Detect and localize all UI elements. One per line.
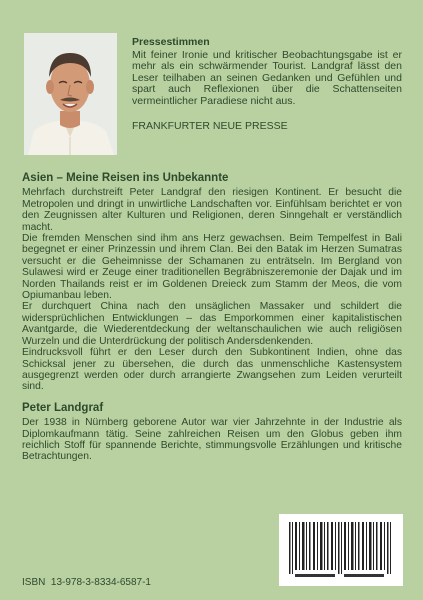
press-review-title: Pressestimmen xyxy=(132,36,210,48)
barcode xyxy=(279,514,403,586)
author-photo xyxy=(24,33,117,155)
blurb-section xyxy=(22,173,402,463)
blurb-paragraph-1: Mehrfach durchstreift Peter Landgraf den riesigen Kontinent. Er besucht die Metropolen und dringt in unwirtliche Landschaften vor. Einfühlsam berichtet er von den Zeugnissen alter Kulturen und Religionen, deren Sinngehalt er verständlich macht. xyxy=(22,187,402,233)
portrait-illustration xyxy=(24,33,117,155)
author-name: Peter Landgraf xyxy=(22,401,104,414)
barcode-icon xyxy=(279,514,403,586)
author-bio: Der 1938 in Nürnberg geborene Autor war vier Jahrzehnte in der Industrie als Diplomkaufmann tätig. Seine zahlreichen Reisen um den Globus geben ihm reichlich Stoff für spannende Berichte, stimmungsvolle Erzählungen und kritische Betrachtungen. xyxy=(22,417,402,463)
press-review xyxy=(132,37,402,132)
press-review-source: FRANKFURTER NEUE PRESSE xyxy=(132,119,288,132)
book-title: Asien – Meine Reisen ins Unbekannte xyxy=(22,172,229,184)
press-review-quote: Mit feiner Ironie und kritischer Beobachtungsgabe ist er mehr als ein schwärmender Tourist. Landgraf lässt den Leser teilhaben an seinen Gedanken und Gefühlen und spart auch Reflexionen über die Schattenseiten vermeintlicher Paradiese nicht aus. xyxy=(132,48,402,107)
blurb-paragraph-4: Eindrucksvoll führt er den Leser durch den Subkontinent Indien, ohne das Schicksal jener zu übersehen, die durch das unmenschliche Kastensystem ausgegrenzt werden oder durch arrangierte Zwangsehen zum Leiden verurteilt sind. xyxy=(22,347,402,393)
blurb-paragraph-3: Er durchquert China nach den unsäglichen Massaker und schildert die widersprüchlichen Entwicklungen – das Emporkommen einer kapitalistischen Avantgarde, die Wiederentdeckung der weltanschaulichen wie auch religiösen Wurzeln und die Unterdrückung der politisch Andersdenkenden. xyxy=(22,301,402,347)
isbn-number: ISBN 13-978-3-8334-6587-1 xyxy=(22,577,151,588)
blurb-paragraph-2: Die fremden Menschen sind ihm ans Herz gewachsen. Beim Tempelfest in Bali begegnet er einer Prinzessin und ihrem Clan. Bei den Batak im Herzen Sumatras versucht er die Geheimnisse der Schamanen zu enträtseln. Im Bergland von Sulawesi wird er Zeuge einer traditionellen Begräbniszeremonie der Dajak und im Norden Thailands reist er im Goldenen Dreieck zum Stamm der Meos, die vom Opiumanbau leben. xyxy=(22,233,402,302)
